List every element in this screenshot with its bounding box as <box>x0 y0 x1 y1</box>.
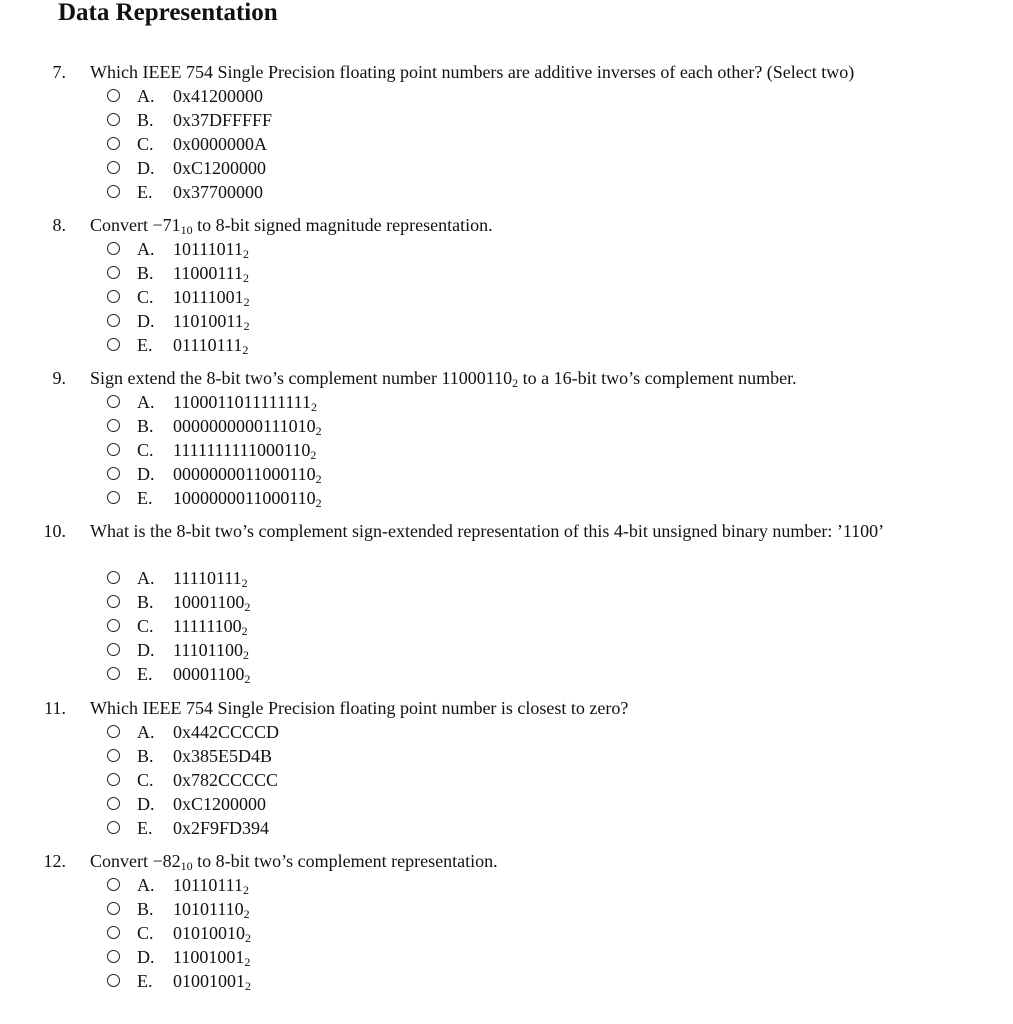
radio-circle-icon[interactable] <box>107 338 120 351</box>
option-letter: D. <box>137 794 155 814</box>
radio-circle-icon[interactable] <box>107 185 120 198</box>
option-d[interactable] <box>0 157 600 181</box>
option-letter: E. <box>137 335 153 355</box>
question-number: 9. <box>52 368 66 388</box>
option-b[interactable] <box>0 109 600 133</box>
question-text: Sign extend the 8-bit two’s complement number $11000110_2$ to a 16-bit two’s complement number. <box>90 368 797 390</box>
option-value: $11101100_2$ <box>173 640 249 662</box>
option-letter: B. <box>137 110 154 130</box>
option-letter: C. <box>137 440 154 460</box>
option-c[interactable] <box>0 286 600 310</box>
option-e[interactable] <box>0 663 600 687</box>
radio-circle-icon[interactable] <box>107 773 120 786</box>
option-d[interactable] <box>0 793 600 817</box>
radio-circle-icon[interactable] <box>107 314 120 327</box>
option-letter: B. <box>137 746 154 766</box>
radio-circle-icon[interactable] <box>107 902 120 915</box>
radio-circle-icon[interactable] <box>107 161 120 174</box>
option-value: $01001001_2$ <box>173 971 251 993</box>
option-letter: B. <box>137 416 154 436</box>
radio-circle-icon[interactable] <box>107 725 120 738</box>
option-letter: B. <box>137 592 154 612</box>
option-d[interactable] <box>0 463 600 487</box>
option-e[interactable] <box>0 817 600 841</box>
option-c[interactable] <box>0 133 600 157</box>
option-e[interactable] <box>0 334 600 358</box>
page-title: Data Representation <box>58 0 278 26</box>
radio-circle-icon[interactable] <box>107 491 120 504</box>
option-c[interactable] <box>0 769 600 793</box>
radio-circle-icon[interactable] <box>107 926 120 939</box>
question-number: 11. <box>44 698 66 718</box>
option-b[interactable] <box>0 898 600 922</box>
option-d[interactable] <box>0 639 600 663</box>
radio-circle-icon[interactable] <box>107 667 120 680</box>
option-value: 0x41200000 <box>173 86 263 106</box>
option-value: 0x37700000 <box>173 182 263 202</box>
radio-circle-icon[interactable] <box>107 619 120 632</box>
radio-circle-icon[interactable] <box>107 821 120 834</box>
radio-circle-icon[interactable] <box>107 595 120 608</box>
option-value: $10110111_2$ <box>173 875 249 897</box>
question-text: What is the 8-bit two’s complement sign-extended representation of this 4-bit unsigned binary number: ’1100’ <box>90 521 885 541</box>
radio-circle-icon[interactable] <box>107 974 120 987</box>
option-value: 0x442CCCCD <box>173 722 280 742</box>
option-value: $11010011_2$ <box>173 311 250 333</box>
option-e[interactable] <box>0 487 600 511</box>
radio-circle-icon[interactable] <box>107 571 120 584</box>
option-value: $10111001_2$ <box>173 287 250 309</box>
option-letter: E. <box>137 488 153 508</box>
option-value: $01010010_2$ <box>173 923 251 945</box>
option-value: $11000111_2$ <box>173 263 249 285</box>
option-value: 0x782CCCCC <box>173 770 279 790</box>
radio-circle-icon[interactable] <box>107 878 120 891</box>
question-text: Convert $-82_{10}$ to 8-bit two’s complement representation. <box>90 851 498 873</box>
option-letter: A. <box>137 875 155 895</box>
option-value: $10111011_2$ <box>173 239 249 261</box>
radio-circle-icon[interactable] <box>107 266 120 279</box>
option-letter: B. <box>137 263 154 283</box>
option-letter: E. <box>137 664 153 684</box>
option-letter: D. <box>137 311 155 331</box>
option-letter: C. <box>137 770 154 790</box>
option-c[interactable] <box>0 439 600 463</box>
option-letter: E. <box>137 182 153 202</box>
radio-circle-icon[interactable] <box>107 89 120 102</box>
option-value: $01110111_2$ <box>173 335 249 357</box>
option-d[interactable] <box>0 946 600 970</box>
radio-circle-icon[interactable] <box>107 643 120 656</box>
radio-circle-icon[interactable] <box>107 242 120 255</box>
option-value: $11110111_2$ <box>173 568 248 590</box>
option-value: 0x0000000A <box>173 134 267 154</box>
option-value: $10101110_2$ <box>173 899 250 921</box>
option-b[interactable] <box>0 745 600 769</box>
option-value: $11111100_2$ <box>173 616 248 638</box>
question-number: 12. <box>43 851 66 871</box>
option-value: 0x37DFFFFF <box>173 110 273 130</box>
option-letter: D. <box>137 158 155 178</box>
option-b[interactable] <box>0 415 600 439</box>
option-letter: C. <box>137 923 154 943</box>
option-value: $1111111111000110_2$ <box>173 440 317 462</box>
option-value: $1000000011000110_2$ <box>173 488 322 510</box>
option-a[interactable] <box>0 721 600 745</box>
option-value: 0x2F9FD394 <box>173 818 270 838</box>
option-letter: A. <box>137 239 155 259</box>
option-letter: A. <box>137 722 155 742</box>
option-c[interactable] <box>0 615 600 639</box>
option-letter: D. <box>137 947 155 967</box>
radio-circle-icon[interactable] <box>107 137 120 150</box>
option-a[interactable] <box>0 85 600 109</box>
radio-circle-icon[interactable] <box>107 950 120 963</box>
option-d[interactable] <box>0 310 600 334</box>
option-letter: E. <box>137 818 153 838</box>
option-b[interactable] <box>0 591 600 615</box>
option-letter: A. <box>137 568 155 588</box>
radio-circle-icon[interactable] <box>107 395 120 408</box>
option-b[interactable] <box>0 262 600 286</box>
question-number: 8. <box>52 215 66 235</box>
option-e[interactable] <box>0 181 600 205</box>
question-number: 7. <box>52 62 66 82</box>
option-value: $1100011011111111_2$ <box>173 392 317 414</box>
radio-circle-icon[interactable] <box>107 749 120 762</box>
radio-circle-icon[interactable] <box>107 113 120 126</box>
option-letter: B. <box>137 899 154 919</box>
option-letter: D. <box>137 640 155 660</box>
radio-circle-icon[interactable] <box>107 419 120 432</box>
option-c[interactable] <box>0 922 600 946</box>
option-letter: C. <box>137 616 154 636</box>
option-value: $10001100_2$ <box>173 592 251 614</box>
question-number: 10. <box>43 521 66 541</box>
option-value: $0000000000111010_2$ <box>173 416 322 438</box>
radio-circle-icon[interactable] <box>107 443 120 456</box>
option-letter: A. <box>137 86 155 106</box>
option-a[interactable] <box>0 391 600 415</box>
option-a[interactable] <box>0 874 600 898</box>
option-letter: C. <box>137 287 154 307</box>
option-letter: C. <box>137 134 154 154</box>
option-value: 0xC1200000 <box>173 158 267 178</box>
option-letter: A. <box>137 392 155 412</box>
option-value: 0x385E5D4B <box>173 746 272 766</box>
option-value: $00001100_2$ <box>173 664 251 686</box>
option-a[interactable] <box>0 238 600 262</box>
option-value: $11001001_2$ <box>173 947 251 969</box>
question-text: Which IEEE 754 Single Precision floating point number is closest to zero? <box>90 698 629 718</box>
option-value: 0xC1200000 <box>173 794 267 814</box>
question-text: Which IEEE 754 Single Precision floating point numbers are additive inverses of each other? (Select two) <box>90 62 855 82</box>
radio-circle-icon[interactable] <box>107 797 120 810</box>
radio-circle-icon[interactable] <box>107 290 120 303</box>
radio-circle-icon[interactable] <box>107 467 120 480</box>
question-text: Convert $-71_{10}$ to 8-bit signed magnitude representation. <box>90 215 493 237</box>
option-value: $0000000011000110_2$ <box>173 464 322 486</box>
option-a[interactable] <box>0 567 600 591</box>
option-letter: D. <box>137 464 155 484</box>
option-letter: E. <box>137 971 153 991</box>
option-e[interactable] <box>0 970 600 994</box>
